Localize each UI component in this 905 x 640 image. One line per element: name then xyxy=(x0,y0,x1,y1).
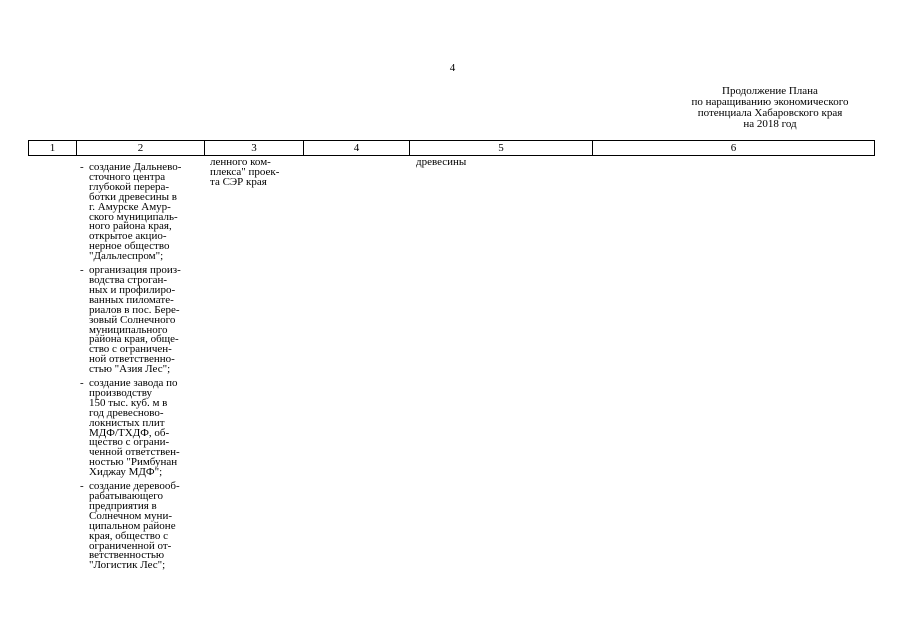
text-line: 150 тыс. куб. м в xyxy=(89,396,168,409)
column-number-4: 4 xyxy=(303,140,409,156)
list-item xyxy=(80,379,204,478)
continuation-line: потенциала Хабаровского края xyxy=(697,107,843,119)
text-line: ципальном районе xyxy=(89,519,176,532)
text-line: создание деревооб- xyxy=(89,480,180,493)
text-line: древесины xyxy=(416,156,467,168)
text-line: ной ответственно- xyxy=(89,353,175,366)
list-dash: - xyxy=(80,161,84,173)
text-line: МДФ/ТХДФ, об- xyxy=(89,426,170,439)
text-line: зовый Солнечного xyxy=(89,313,176,326)
text-line: стью "Азия Лес"; xyxy=(89,363,171,376)
text-line: Солнечном муни- xyxy=(89,509,172,522)
table-header-row xyxy=(28,140,875,156)
text-line: локнистых плит xyxy=(89,416,165,429)
text-line: ство с ограничен- xyxy=(89,343,172,356)
text-line: ограниченной от- xyxy=(89,539,172,552)
text-line: глубокой перера- xyxy=(89,180,170,193)
column-number-1: 1 xyxy=(28,140,76,156)
list-item xyxy=(80,482,204,571)
text-line: ленного ком- xyxy=(210,156,271,168)
text-line: год древесново- xyxy=(89,406,164,419)
text-line: ветственностью xyxy=(89,549,165,562)
text-line: "Логистик Лес"; xyxy=(89,559,166,572)
column-2-project-list xyxy=(80,163,204,575)
text-line: ботки древесины в xyxy=(89,190,177,203)
text-line: организация произ- xyxy=(89,264,181,277)
list-dash: - xyxy=(80,480,84,493)
text-line: создание завода по xyxy=(89,377,178,390)
column-number-2: 2 xyxy=(76,140,204,156)
text-line: открытое акцио- xyxy=(89,230,167,243)
text-line: "Дальлеспром"; xyxy=(89,250,164,263)
continuation-line: по наращиванию экономического xyxy=(691,96,849,108)
text-line: плекса" проек- xyxy=(210,165,280,178)
list-dash: - xyxy=(80,264,84,277)
text-line: рабатывающего xyxy=(89,490,164,502)
continuation-heading xyxy=(665,86,875,130)
text-line: ностью "Римбунан xyxy=(89,456,178,469)
text-line: г. Амурске Амур- xyxy=(89,200,171,213)
text-line: района края, обще- xyxy=(89,333,179,346)
continuation-line: Продолжение Плана xyxy=(722,85,818,97)
column-number-3: 3 xyxy=(204,140,303,156)
text-line: сточного центра xyxy=(89,170,166,183)
column-number-5: 5 xyxy=(409,140,592,156)
text-line: края, общество с xyxy=(89,529,168,542)
text-line: риалов в пос. Бере- xyxy=(89,303,180,316)
text-line: щество с ограни- xyxy=(89,436,170,449)
text-line: водства строган- xyxy=(89,273,168,286)
text-line: ванных пиломате- xyxy=(89,293,174,306)
text-line: муниципального xyxy=(89,323,168,336)
list-item xyxy=(80,163,204,262)
text-line: ского муниципаль- xyxy=(89,210,178,223)
page-number: 4 xyxy=(449,62,456,74)
column-number-6: 6 xyxy=(592,140,875,156)
text-line: Хиджау МДФ"; xyxy=(89,466,163,479)
text-line: нерное общество xyxy=(89,240,170,253)
text-line: производству xyxy=(89,386,153,399)
text-line: та СЭР края xyxy=(210,175,267,188)
text-line: предприятия в xyxy=(89,499,157,512)
text-line: ных и профилиро- xyxy=(89,283,176,296)
list-item xyxy=(80,266,204,375)
text-line: ченной ответствен- xyxy=(89,446,180,459)
column-3-text xyxy=(210,158,300,188)
continuation-line: на 2018 год xyxy=(743,118,797,130)
text-line: создание Дальнево- xyxy=(89,161,182,173)
text-line: ного района края, xyxy=(89,220,172,233)
column-5-text xyxy=(416,158,591,168)
list-dash: - xyxy=(80,377,84,390)
